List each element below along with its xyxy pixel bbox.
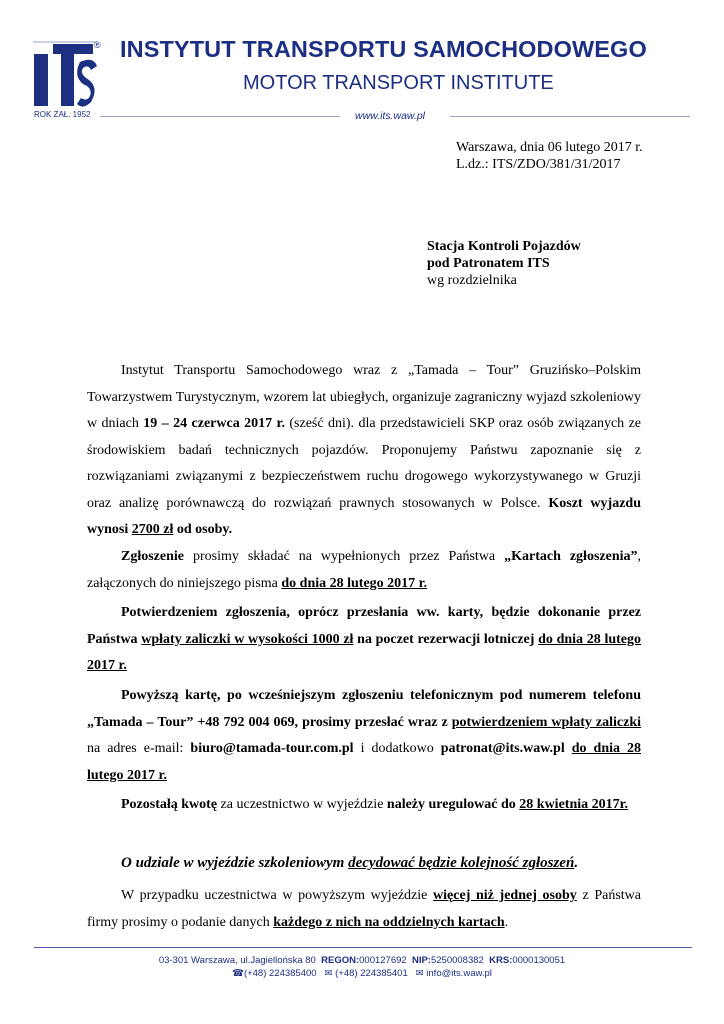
paragraph-4 [87,683,641,789]
p3-bold-1: Potwierdzeniem zgłoszenia, oprócz przesłania ww. karty, będzie dokonanie przez Państwa [87,605,641,647]
p3-deposit: wpłaty zaliczki w wysokości 1000 zł [141,631,354,647]
footer-nip-label: NIP: [411,955,431,966]
footer-divider [34,947,692,948]
p3-bold-2: na poczet rezerwacji lotniczej [353,631,539,647]
p4-bold-1: Powyższą kartę, po wcześniejszym zgłoszeniu telefonicznym pod numerem telefonu „Tamada – Tour” +48 792 004 069, prosimy przesłać wraz z [87,688,641,730]
footer-krs-label: KRS: [489,955,513,966]
footer-line-2 [0,968,724,979]
p6-bold-italic: O udziale w wyjeździe szkoleniowym [121,855,345,871]
date-line: Warszawa, dnia 06 lutego 2017 r. [456,140,643,155]
footer-phone: (+48) 224385400 [243,968,317,979]
p2-bold-1: Zgłoszenie [121,549,184,564]
footer-nip: 5250008382 [430,955,484,966]
p4-deadline: do dnia 28 lutego 2017 r. [87,741,641,783]
founded-label: ROK ZAŁ. 1952 [34,110,91,119]
footer-regon-label: REGON: [321,955,360,966]
header-divider-right [450,116,690,117]
p2-deadline: do dnia 28 lutego 2017 r. [281,575,428,591]
p5-bold-1: Pozostałą kwotę [121,797,218,812]
paragraph-6 [87,850,641,877]
p4-confirmation: potwierdzeniem wpłaty zaliczki [451,714,642,730]
p5-bold-2: należy uregulować do [386,797,516,812]
recipient-line-3: wg rozdzielnika [427,273,517,288]
p7-separate-cards: każdego z nich na oddzielnych kartach [273,914,505,930]
footer-regon: 000127692 [359,955,407,966]
p4-email-its[interactable]: patronat@its.waw.pl [440,741,565,756]
recipient-line-1: Stacja Kontroli Pojazdów [427,239,581,254]
p7-multi-persons: więcej niż jednej osoby [433,888,577,903]
paragraph-5 [87,792,641,819]
email-icon: ✉ [415,968,424,979]
paragraph-7 [87,883,641,936]
p1-text: Instytut Transportu Samochodowego wraz z „Tamada – Tour” Gruzińsko–Polskim Towarzystwem Turystycznym, wzorem lat ubiegłych, organizuje zagraniczny wyjazd szkoleniowy w dniach [87,363,641,431]
p1-dates: 19 – 24 czerwca 2017 r. [143,416,285,431]
recipient-block [427,238,581,289]
p2-text-2: , załączonych do niniejszego pisma [87,549,641,591]
p1-cost-label: Koszt wyjazdu wynosi [87,495,641,537]
fax-icon: ✉ [324,968,333,979]
footer-krs: 0000130051 [512,955,566,966]
p4-text-3 [565,741,572,756]
footer-address: 03-301 Warszawa, ul.Jagiellońska 80 [158,955,316,966]
p7-text-1: W przypadku uczestnictwa w powyższym wyjeździe [121,888,434,903]
p7-text-3: . [504,914,509,930]
institute-name-pl: INSTYTUT TRANSPORTU SAMOCHODOWEGO [120,36,647,62]
registered-mark: ® [94,40,101,50]
p5-deadline: 28 kwietnia 2017r. [519,797,629,812]
p5-text-1: za uczestnictwo w wyjeździe [217,797,387,812]
p1-text-2: (sześć dni). dla przedstawicieli SKP oraz osób związanych ze środowiskiem badań technicznych pojazdów. Proponujemy Państwu zapoznanie się z rozwiązaniami związanymi z bezpieczeństwem ruchu drogowego wykorzystywanego w Gruzji oraz analizę porównawczą do rozwiązań prawnych stosowanych w Polsce. [87,416,642,511]
p4-text-2: i dodatkowo [353,741,441,756]
p2-text-1: prosimy składać na wypełnionych przez Państwa [184,549,505,564]
p1-cost-suffix: od osoby. [173,522,233,537]
p7-text-2: z Państwa firmy prosimy o podanie danych [87,888,641,930]
p3-deadline: do dnia 28 lutego 2017 r. [87,631,641,673]
phone-icon: ☎ [232,968,244,979]
institute-name-en: MOTOR TRANSPORT INSTITUTE [243,72,554,94]
recipient-line-2: pod Patronatem ITS [427,256,550,271]
paragraph-1 [87,358,641,544]
its-logo [33,40,99,120]
p1-cost-value: 2700 zł [131,522,174,537]
p6-period: . [574,855,579,871]
paragraph-3 [87,600,641,680]
website-link[interactable]: www.its.waw.pl [355,110,426,122]
footer-line-1 [0,955,724,966]
p4-text-1: na adres e-mail: [87,741,191,756]
reference-number: L.dz.: ITS/ZDO/381/31/2017 [456,157,621,172]
p6-order-note: decydować będzie kolejność zgłoszeń [348,855,575,871]
footer-fax: (+48) 224385401 [335,968,408,979]
p4-email-tamada[interactable]: biuro@tamada-tour.com.pl [190,741,354,756]
p2-bold-2: „Kartach zgłoszenia” [504,549,638,564]
footer-email[interactable]: info@its.waw.pl [426,968,492,979]
header-divider-left [100,116,340,117]
paragraph-2 [87,544,641,597]
